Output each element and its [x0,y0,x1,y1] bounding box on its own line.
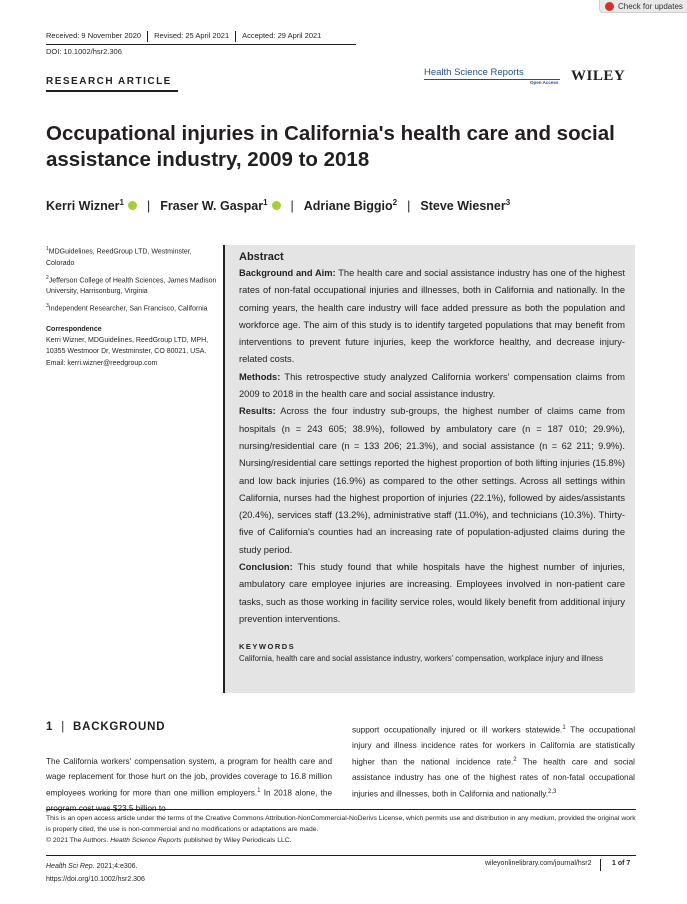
open-access-label: Open Access [530,80,559,85]
abstract-methods-text: This retrospective study analyzed California workers' compensation claims from 2009 to 2018 in the health care and social assistance industry. [239,371,625,400]
author[interactable] [420,199,510,213]
affiliation-text: MDGuidelines, ReedGroup LTD, Westminster, Colorado [46,248,192,267]
journal-name[interactable]: Health Science Reports [424,67,524,78]
section-heading [46,721,165,733]
affiliation-mark: 1 [46,246,49,252]
copyright-suffix: published by Wiley Periodicals LLC. [181,837,292,844]
body-text: support occupationally injured or ill workers statewide. [352,725,563,735]
abstract-background-label: Background and Aim: [239,268,336,278]
affiliation [46,273,218,298]
section-separator: | [61,721,65,733]
affiliation-mark: 2 [46,274,49,281]
body-column-left [46,754,332,817]
body-column-right [352,721,635,802]
author-name: Kerri Wizner [46,199,120,213]
revised-date: Revised: 25 April 2021 [154,31,230,41]
check-for-updates-label: Check for updates [618,2,683,11]
footer-doi-link[interactable]: https://doi.org/10.1002/hsr2.306 [46,876,145,883]
affiliations [46,244,218,373]
orcid-icon[interactable] [128,201,137,210]
abstract-box [223,245,635,693]
abstract-methods [239,369,625,404]
date-divider [235,31,236,42]
abstract-methods-label: Methods: [239,371,281,382]
footer-divider [600,859,601,871]
dates-rule [46,44,356,45]
author-separator: | [407,199,411,213]
author-separator: | [146,199,151,213]
abstract-background-text: The health care and social assistance industry has one of the highest rates of non-fatal occupational injuries and illnesses, both in California and nationally. In the coming years, the health care industry will face added pressure as both the population and workforce age. The aim of this study is to identify targeted populations that may benefit from interventions to prevent future injuries, keep the workforce healthy, and decrease injury-related costs. [239,268,625,365]
affiliation-text: Jefferson College of Health Sciences, James Madison University, Harrisonburg, Virginia [46,277,217,296]
author[interactable] [304,199,397,213]
copyright-line [46,835,636,846]
keywords-heading: KEYWORDS [239,642,296,652]
footer-rule [46,855,636,856]
abstract-heading: Abstract [239,251,284,263]
abstract-body [239,265,625,628]
affiliation-text: Independent Researcher, San Francisco, California [48,305,208,313]
author-affiliation-mark: 1 [263,198,268,207]
article-type-rule [46,90,178,92]
author-separator: | [290,199,294,213]
received-date: Received: 9 November 2020 [46,31,142,41]
author-affiliation-mark: 1 [119,198,124,207]
journal-url-link[interactable]: wileyonlinelibrary.com/journal/hsr2 [485,860,592,867]
author[interactable] [160,199,280,213]
abstract-background [239,265,625,369]
author[interactable] [46,199,137,213]
check-updates-icon [605,2,614,11]
abstract-conclusion [239,559,625,628]
correspondence-email[interactable]: Email: kerri.wizner@reedgroup.com [46,359,158,367]
publisher-logo: WILEY [571,68,626,84]
body-text: The health care and social assistance industry has one of the highest rates of non-fatal occupational injuries and illnesses, both in California and nationally. [352,757,635,800]
body-text: The occupational injury and illness incidence rates for workers in California are statistically higher than the national incidence rate. [352,725,636,767]
doi[interactable]: DOI: 10.1002/hsr2.306 [46,47,122,56]
affiliation [46,244,218,269]
footer-citation [46,860,145,886]
abstract-results-label: Results: [239,406,276,417]
author-affiliation-mark: 2 [392,198,398,207]
section-title: BACKGROUND [73,721,166,733]
author-name: Fraser W. Gaspar [160,199,264,213]
keywords: California, health care and social assistance industry, workers' compensation, workplace injury and illness [239,654,604,664]
correspondence-heading: Correspondence [46,326,102,333]
check-for-updates-badge[interactable] [599,0,687,13]
abstract-conclusion-label: Conclusion: [239,562,293,573]
citation-journal: Health Sci Rep. [46,863,95,870]
citation-ref[interactable]: 2 [513,757,517,764]
author-list [46,199,510,213]
page-number: 1 of 7 [612,860,631,867]
correspondence-body: Kerri Wizner, MDGuidelines, ReedGroup LTD, MPH, 10355 Westmoor Dr, Westminster, CO 80021, USA. [46,337,209,356]
body-text: The California workers' compensation system, a program for health care and wage replacement for those hurt on the job, provides coverage to 16.8 million employees working for more than one million employers. [46,757,332,799]
body-text: In 2018 alone, the [263,789,332,799]
abstract-conclusion-text: This study found that while hospitals have the highest number of injuries, ambulatory care employee injuries are increasing. Employees involved in non-patient care tasks, such as those working in facility service roles, would likely benefit from additional injury prevention interventions. [239,562,625,624]
copyright-prefix: © 2021 The Authors. [46,837,111,844]
citation-volume: 2021;4:e306. [94,863,138,870]
orcid-icon[interactable] [272,201,281,210]
citation-ref[interactable]: 1 [562,725,566,731]
license-notice [46,813,636,846]
citation-ref[interactable]: 2,3 [548,789,557,796]
article-title: Occupational injuries in California's health care and social assistance industry, 2009 to 2018 [46,122,615,171]
publication-dates [46,31,321,42]
affiliation-mark: 3 [46,303,49,310]
author-name: Steve Wiesner [420,199,506,213]
author-name: Adriane Biggio [303,199,393,213]
citation-line [46,860,145,873]
article-type: RESEARCH ARTICLE [46,76,172,87]
notice-rule [46,809,636,810]
affiliation [46,301,218,315]
copyright-journal: Health Science Reports [110,837,182,844]
date-divider [147,31,148,42]
author-affiliation-mark: 3 [505,198,511,207]
abstract-results [239,403,625,559]
citation-ref[interactable]: 1 [257,788,261,795]
accepted-date: Accepted: 29 April 2021 [242,31,322,41]
abstract-results-text: Across the four industry sub-groups, the highest number of claims came from hospitals (n = 243 605; 38.9%), followed by ambulatory care (n = 187 010; 29.9%), nursing/residential care (n = 133 206; 21.3%), and social assistance (n = 62 211; 9.9%). Nursing/residential care settings reported the highest proportion of both lifting injuries (15.8%) and low back injuries (16.9%) as compared to the other settings. Across all settings within California, nurses had the highest proportion of injuries (22.1%), followed by aides/assistants (20.4%), services staff (13.2%), administrative staff (11.0%), and technicians (10.3%). Thirty-five of California's counties had an increasing rate of population-adjusted claims during the study period. [239,406,625,555]
section-number: 1 [46,721,54,733]
license-text: This is an open access article under the terms of the Creative Commons Attribution-NonCommercial-NoDerivs License, which permits use and distribution in any medium, provided the original work is properly cited, the use is non-commercial and no modifications or adaptations are made. [46,815,636,833]
